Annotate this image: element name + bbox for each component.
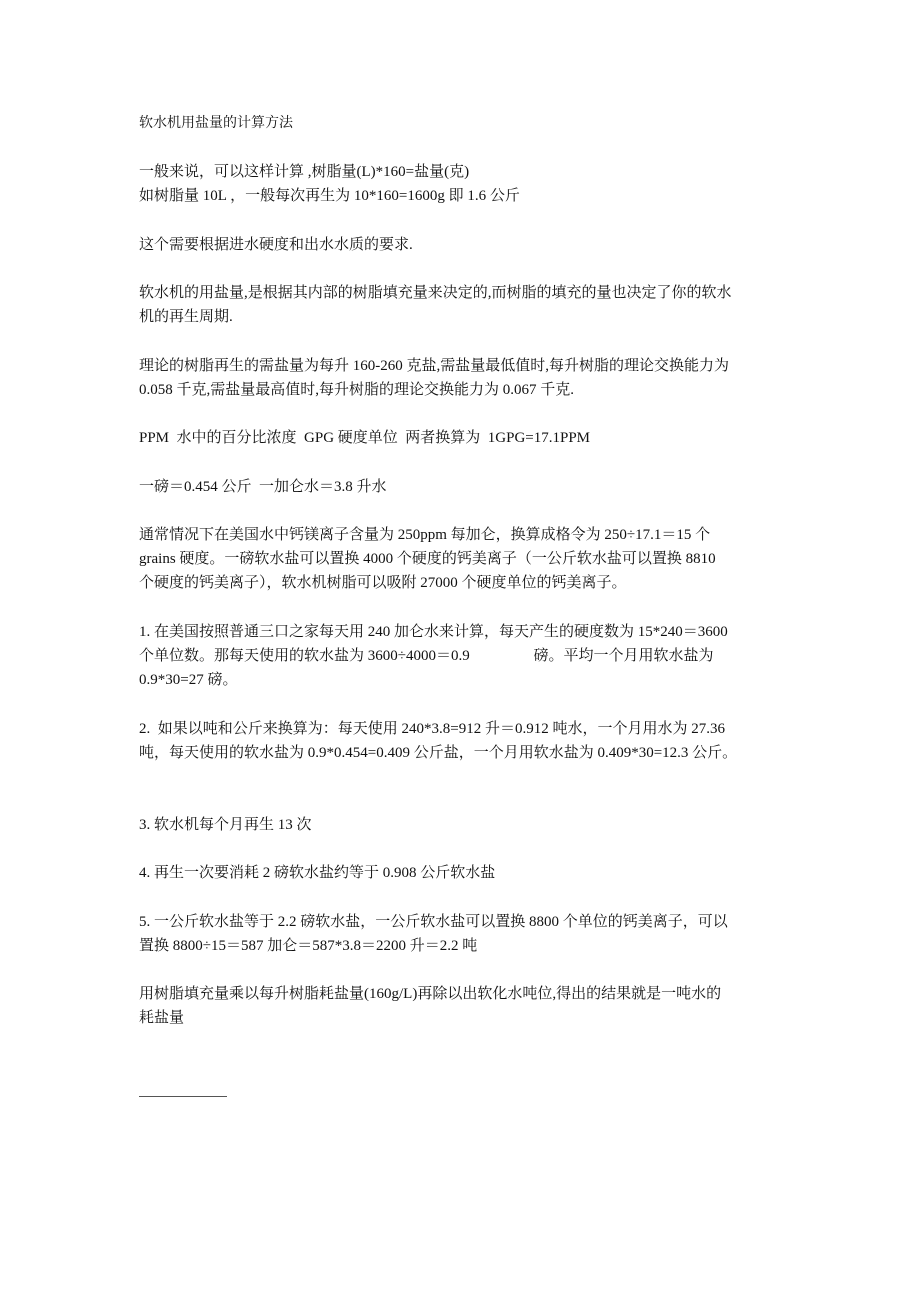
text-line: 吨，每天使用的软水盐为 0.9*0.454=0.409 公斤盐，一个月用软水盐为 0.409*30=12.3 公斤。: [139, 745, 738, 761]
text-line: 机的再生周期.: [139, 309, 233, 325]
text-line: 2. 如果以吨和公斤来换算为：每天使用 240*3.8=912 升＝0.912 吨水，一个月用水为 27.36: [139, 721, 725, 737]
text-line: 理论的树脂再生的需盐量为每升 160-260 克盐,需盐量最低值时,每升树脂的理论交换能力为: [139, 358, 729, 374]
text-line: 一般来说，可以这样计算 ,树脂量(L)*160=盐量(克): [139, 164, 470, 180]
text-line: 0.058 千克,需盐量最高值时,每升树脂的理论交换能力为 0.067 千克.: [139, 382, 575, 398]
text-line: PPM 水中的百分比浓度 GPG 硬度单位 两者换算为 1GPG=17.1PPM: [139, 430, 591, 446]
document-title: 软水机用盐量的计算方法: [139, 116, 293, 131]
text-line: grains 硬度。一磅软水盐可以置换 4000 个硬度的钙美离子（一公斤软水盐可以置换 8810: [139, 551, 716, 567]
text-line: 如树脂量 10L ，一般每次再生为 10*160=1600g 即 1.6 公斤: [139, 188, 520, 204]
text-line: 通常情况下在美国水中钙镁离子含量为 250ppm 每加仑，换算成格令为 250÷17.1＝15 个: [139, 527, 711, 543]
text-line: 个单位数。那每天使用的软水盐为 3600÷4000＝0.9 磅。平均一个月用软水盐为: [139, 648, 714, 664]
footnote-divider: [139, 1096, 227, 1097]
text-line: 这个需要根据进水硬度和出水水质的要求.: [139, 237, 413, 253]
text-line: 一磅＝0.454 公斤 一加仑水＝3.8 升水: [139, 479, 387, 495]
text-line: 1. 在美国按照普通三口之家每天用 240 加仑水来计算，每天产生的硬度数为 15*240＝3600: [139, 624, 728, 640]
text-line: 耗盐量: [139, 1010, 185, 1026]
text-line: 个硬度的钙美离子），软水机树脂可以吸附 27000 个硬度单位的钙美离子。: [139, 575, 627, 591]
text-line: 5. 一公斤软水盐等于 2.2 磅软水盐，一公斤软水盐可以置换 8800 个单位的钙美离子，可以: [139, 914, 728, 930]
text-line: 置换 8800÷15＝587 加仑＝587*3.8＝2200 升＝2.2 吨: [139, 938, 478, 954]
text-line: 3. 软水机每个月再生 13 次: [139, 817, 312, 833]
text-line: 0.9*30=27 磅。: [139, 672, 238, 688]
text-line: 用树脂填充量乘以每升树脂耗盐量(160g/L)再除以出软化水吨位,得出的结果就是一吨水的: [139, 986, 722, 1002]
text-line: 软水机的用盐量,是根据其内部的树脂填充量来决定的,而树脂的填充的量也决定了你的软水: [139, 285, 732, 301]
text-line: 4. 再生一次要消耗 2 磅软水盐约等于 0.908 公斤软水盐: [139, 865, 496, 881]
